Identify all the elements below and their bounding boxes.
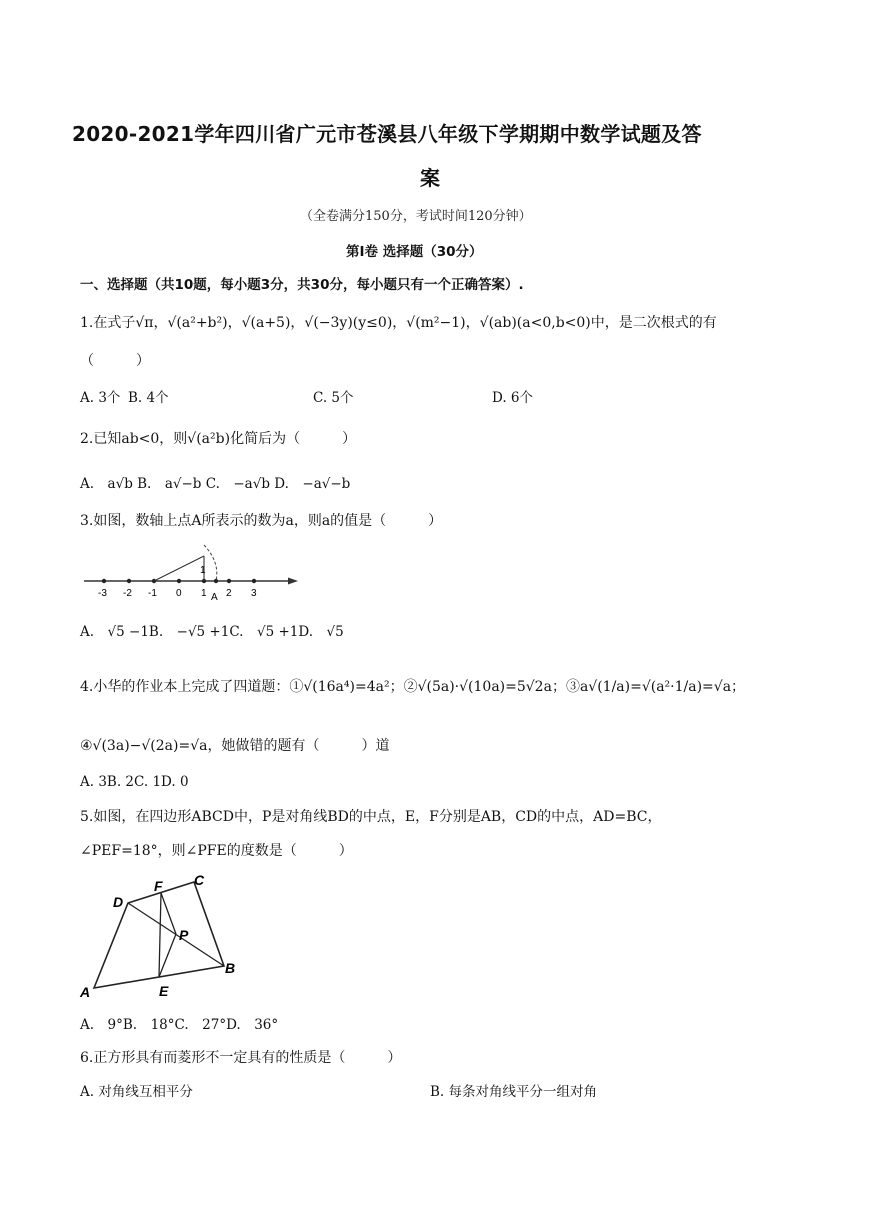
tick-label-2: 2 <box>226 588 232 599</box>
page-title-line2: 案 <box>420 166 440 190</box>
q5-stem: 5.如图，在四边形ABCD中，P是对角线BD的中点，E，F分别是AB，CD的中点，AD=BC， <box>80 809 662 825</box>
hypotenuse-line <box>154 556 204 581</box>
q1-option-a: A. 3个 <box>80 390 121 406</box>
q3-stem: 3.如图，数轴上点A所表示的数为a，则a的值是（ ） <box>80 513 443 529</box>
tick-label-3: 3 <box>251 588 257 599</box>
q4-stem: 4.小华的作业本上完成了四道题：①√(16a⁴)=4a²；②√(5a)·√(10a)=5√2a；③a√(1/a)=√(a²·1/a)=√a； <box>80 679 746 695</box>
vertex-c-label: C <box>194 872 205 888</box>
q1-stem: 1.在式子√π，√(a²+b²)，√(a+5)，√(−3y)(y≤0)，√(m²−1)，√(ab)(a<0,b<0)中，是二次根式的有 <box>80 315 717 331</box>
q1-option-b: B. 4个 <box>128 390 169 406</box>
vertex-b-label: B <box>225 960 236 976</box>
vertex-a-label: A <box>80 984 91 1000</box>
q1-paren: （ ） <box>80 353 150 369</box>
tick-label-1: 1 <box>201 588 207 599</box>
part-one-heading: 一、选择题（共10题，每小题3分，共30分，每小题只有一个正确答案）. <box>80 277 524 293</box>
q4-options: A. 3B. 2C. 1D. 0 <box>80 774 189 790</box>
point-a-label: A <box>211 592 218 603</box>
q4-stem-2: ④√(3a)−√(2a)=√a，她做错的题有（ ）道 <box>80 738 390 754</box>
compass-arc <box>204 545 217 581</box>
q2-stem: 2.已知ab<0，则√(a²b)化简后为（ ） <box>80 431 357 447</box>
vertex-d-label: D <box>113 894 124 910</box>
tick-label-neg3: -3 <box>98 588 107 599</box>
q6-option-b: B. 每条对角线平分一组对角 <box>430 1084 598 1100</box>
midpoint-e-label: E <box>159 983 169 999</box>
q3-options: A. √5 −1B. −√5 +1C. √5 +1D. √5 <box>80 624 344 640</box>
tick-label-neg2: -2 <box>123 588 132 599</box>
q6-stem: 6.正方形具有而菱形不一定具有的性质是（ ） <box>80 1050 402 1066</box>
q5-quadrilateral-figure <box>78 870 248 1002</box>
exam-subtitle: （全卷满分150分，考试时间120分钟） <box>300 209 532 224</box>
section-title: 第Ⅰ卷 选择题（30分） <box>346 244 483 260</box>
q5-options: A. 9°B. 18°C. 27°D. 36° <box>80 1017 279 1033</box>
segment-ep <box>159 934 176 977</box>
midpoint-p-label: P <box>179 927 189 943</box>
q1-option-c: C. 5个 <box>313 390 354 406</box>
page-title-line1: 2020-2021学年四川省广元市苍溪县八年级下学期期中数学试题及答 <box>72 122 702 146</box>
tick-label-neg1: -1 <box>148 588 157 599</box>
tick-label-0: 0 <box>176 588 182 599</box>
q5-stem-2: ∠PEF=18°，则∠PFE的度数是（ ） <box>80 843 353 859</box>
q1-option-d: D. 6个 <box>492 390 534 406</box>
axis-arrow-icon <box>288 578 298 585</box>
unit-label: 1 <box>200 565 206 576</box>
midpoint-f-label: F <box>154 878 163 894</box>
segment-fe <box>159 893 161 977</box>
q2-options: A. a√b B. a√−b C. −a√b D. −a√−b <box>80 476 351 492</box>
q3-number-line-figure <box>80 540 305 606</box>
segment-fp <box>161 893 176 934</box>
q6-option-a: A. 对角线互相平分 <box>80 1084 193 1100</box>
